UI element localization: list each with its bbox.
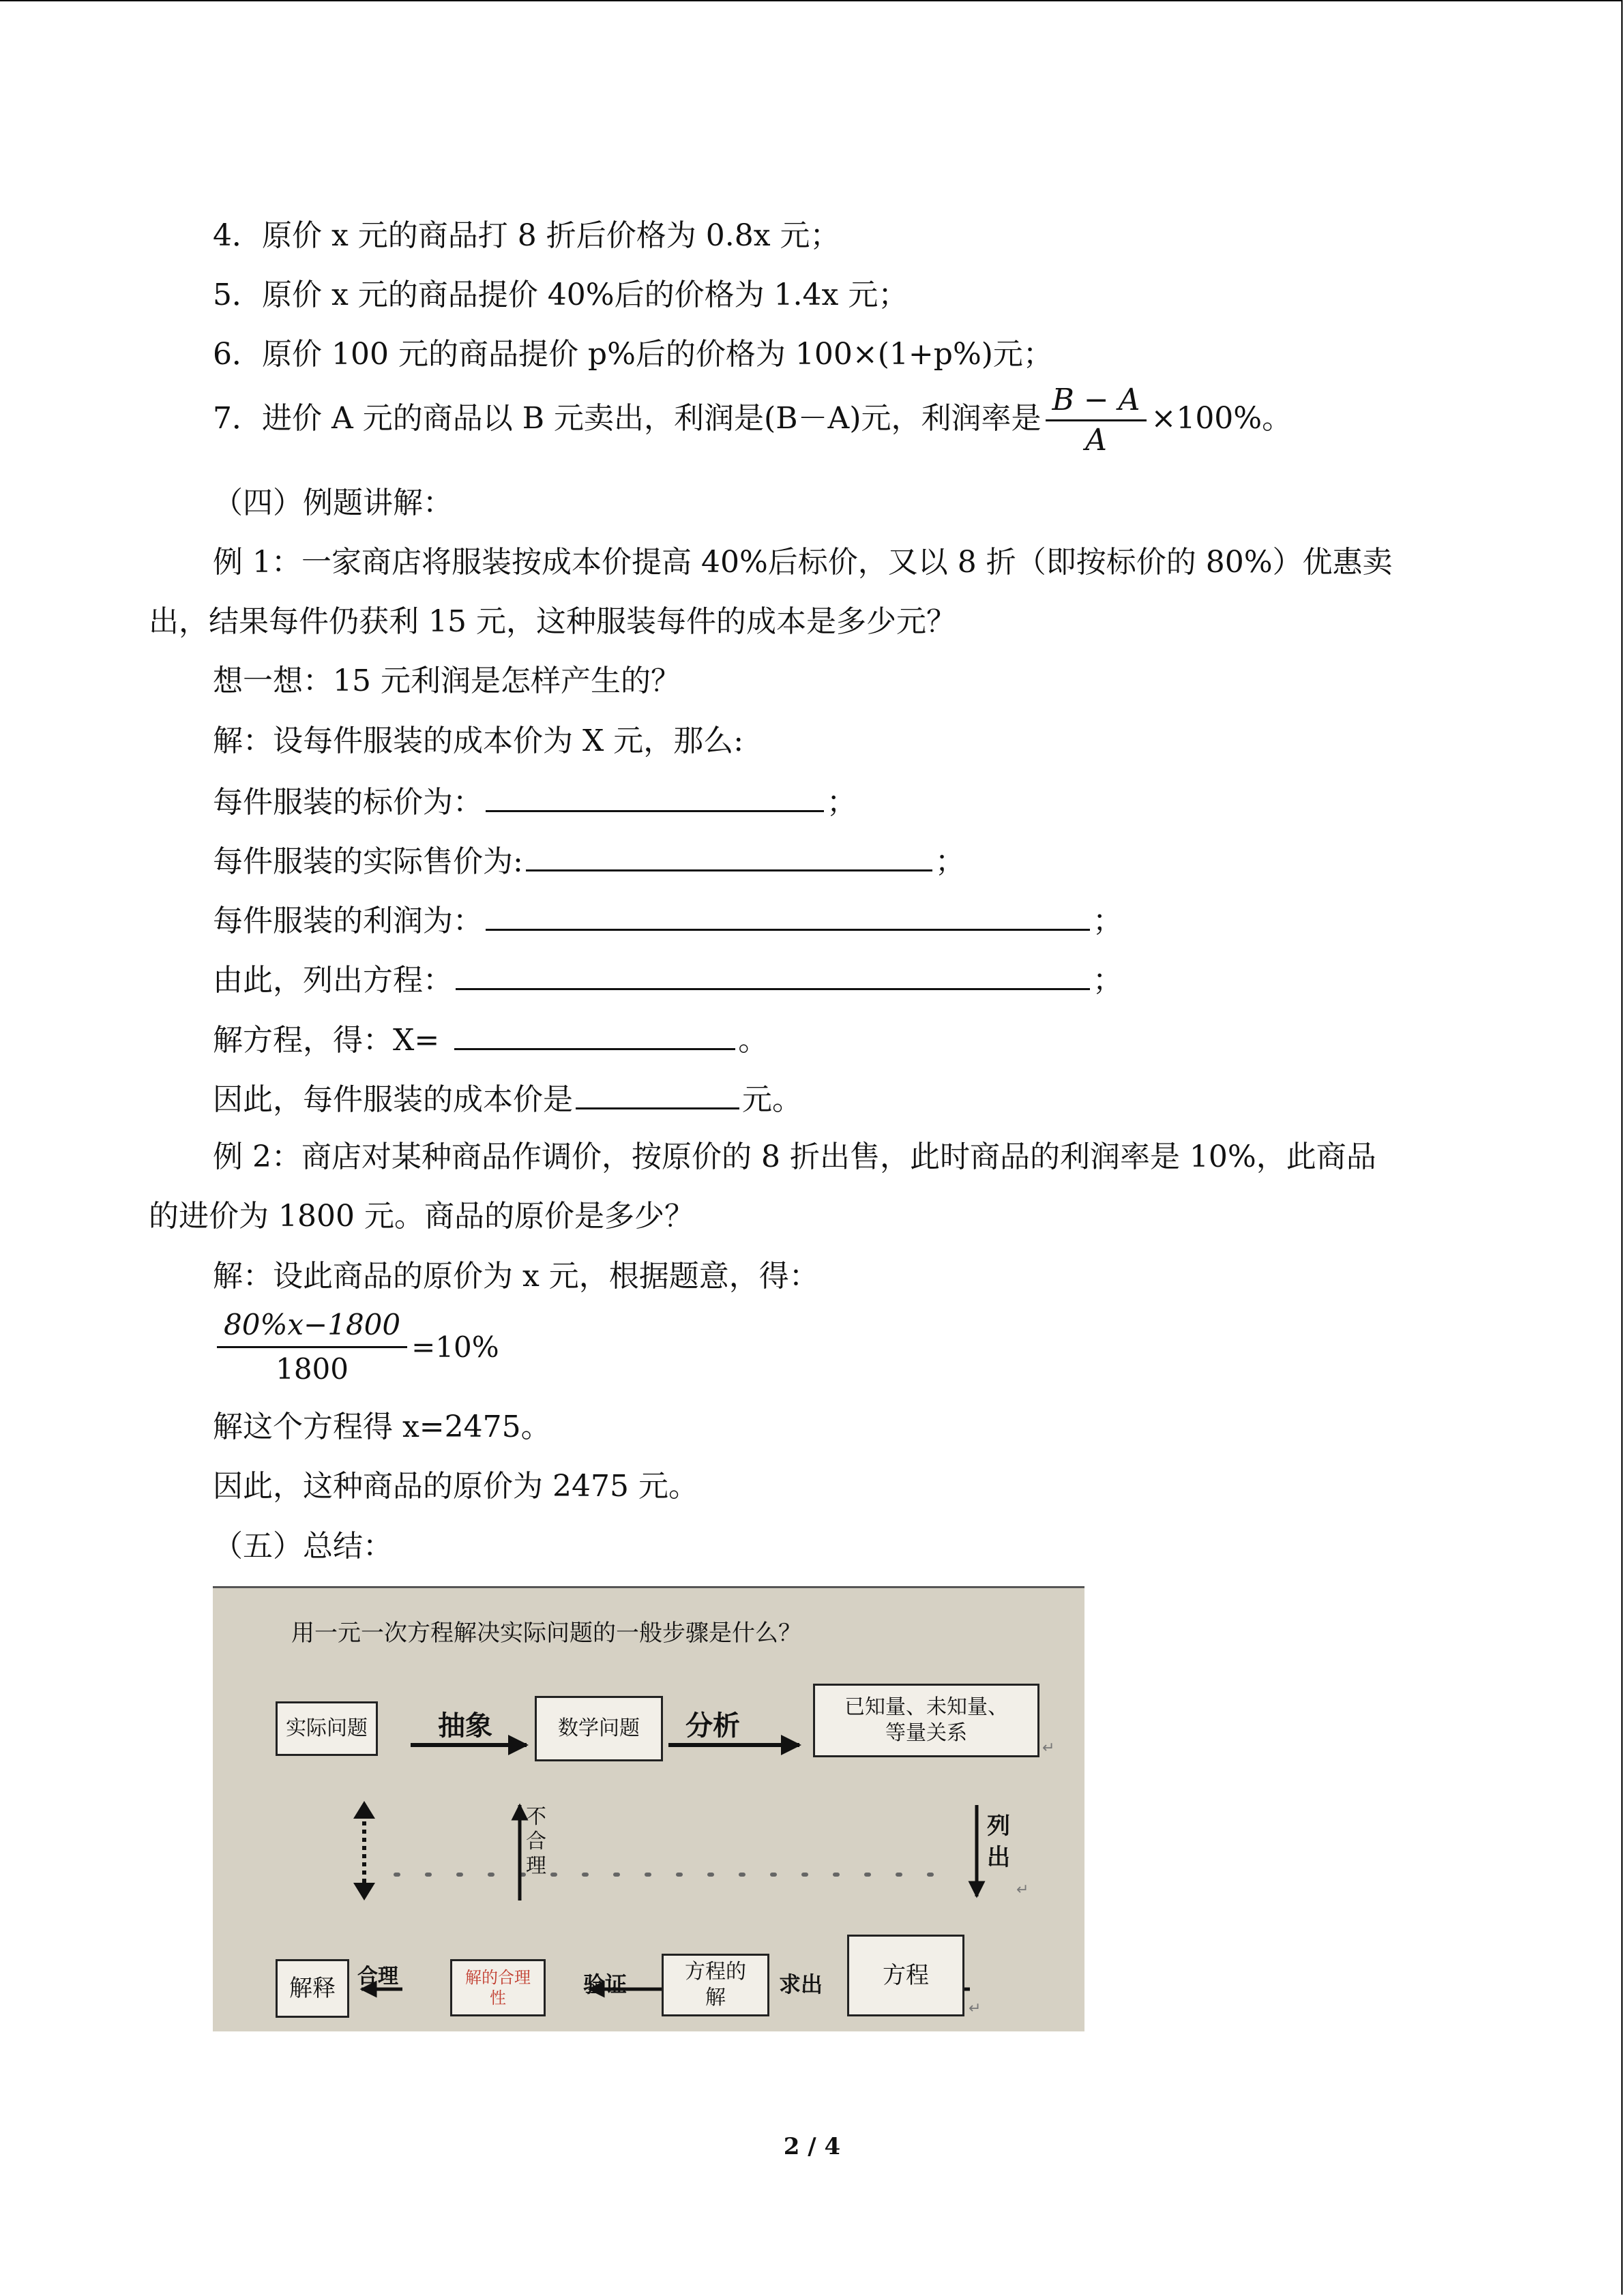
semicolon: ； <box>934 844 965 879</box>
dotted-arrow-down-head <box>353 1883 375 1900</box>
solve-x-label: 解方程，得：X= <box>213 1023 440 1058</box>
profit-label: 每件服装的利润为： <box>213 904 483 938</box>
equation-denominator: 1800 <box>276 1352 349 1386</box>
section-heading-5: （五）总结： <box>213 1529 393 1564</box>
marked-price-label: 每件服装的标价为： <box>213 785 483 820</box>
example1-equation <box>213 958 1123 1001</box>
label-analyze: 分析 <box>685 1710 740 1742</box>
profit-blank <box>486 899 1090 931</box>
item7-tail: ×100%。 <box>1151 401 1293 436</box>
example2-line2: 的进价为 1800 元。商品的原价是多少？ <box>149 1199 694 1234</box>
fraction-numerator: B − A <box>1046 381 1147 421</box>
label-verify: 验证 <box>583 1971 628 1997</box>
flowchart-title: 用一元一次方程解决实际问题的一般步骤是什么？ <box>291 1620 801 1647</box>
box-known-unknown-relation: 已知量、未知量、等量关系 <box>813 1684 1039 1757</box>
box-explain: 解释 <box>276 1959 349 2018</box>
label-list-out: 列出 <box>987 1813 1010 1871</box>
semicolon: ； <box>1093 963 1123 998</box>
example2-answer: 因此，这种商品的原价为 2475 元。 <box>213 1469 698 1504</box>
equation-label: 由此，列出方程： <box>213 963 453 998</box>
return-mark: ↵ <box>969 2000 981 2017</box>
example1-solve-x <box>213 1018 768 1061</box>
example2-line1: 例 2：商店对某种商品作调价，按原价的 8 折出售，此时商品的利润率是 10%，此商品 <box>213 1139 1376 1174</box>
return-mark: ↵ <box>1042 1740 1055 1757</box>
actual-price-label: 每件服装的实际售价为: <box>213 844 523 879</box>
example1-profit <box>213 899 1123 942</box>
equation-fraction <box>217 1304 407 1390</box>
equation-rhs: =10% <box>411 1330 499 1364</box>
example1-marked-price <box>213 780 857 823</box>
list-item-7 <box>213 378 1292 460</box>
list-item-4: 4．原价 x 元的商品打 8 折后价格为 0.8x 元； <box>213 218 840 253</box>
period: 。 <box>738 1023 769 1058</box>
equation-blank <box>456 958 1090 990</box>
semicolon: ； <box>827 785 857 820</box>
actual-price-blank <box>526 839 932 871</box>
summary-flowchart <box>213 1586 1084 2031</box>
profit-rate-fraction <box>1046 381 1147 460</box>
solve-x-blank <box>454 1018 735 1050</box>
conclusion-label: 因此，每件服装的成本价是 <box>213 1082 573 1117</box>
example1-line2: 出，结果每件仍获利 15 元，这种服装每件的成本是多少元？ <box>149 604 956 639</box>
example1-line1: 例 1：一家商店将服装按成本价提高 40%后标价，又以 8 折（即按标价的 80%）优惠卖 <box>213 545 1393 580</box>
fraction-denominator: A <box>1085 423 1107 458</box>
marked-price-blank <box>486 780 824 812</box>
semicolon: ； <box>1093 904 1123 938</box>
label-unreasonable: 不合理 <box>526 1805 546 1878</box>
example1-actual-price <box>213 839 965 882</box>
list-item-6: 6．原价 100 元的商品提价 p%后的价格为 100×(1+p%)元； <box>213 337 1053 372</box>
equation-numerator: 80%x−1800 <box>217 1304 407 1348</box>
return-mark: ↵ <box>1016 1881 1029 1898</box>
label-abstract: 抽象 <box>438 1710 492 1742</box>
example1-think: 想一想：15 元利润是怎样产生的？ <box>213 664 681 698</box>
list-item-5: 5．原价 x 元的商品提价 40%后的价格为 1.4x 元； <box>213 278 909 312</box>
item7-text: 7．进价 A 元的商品以 B 元卖出，利润是(B－A)元，利润率是 <box>213 401 1042 436</box>
label-solve-out: 求出 <box>779 1971 823 1997</box>
box-solution-validity: 解的合理性 <box>450 1959 546 2016</box>
box-real-problem: 实际问题 <box>276 1701 378 1756</box>
page-number: 2 / 4 <box>783 2133 841 2160</box>
dotted-arrow-up-head <box>353 1801 375 1819</box>
example2-equation <box>217 1304 499 1390</box>
example1-conclusion <box>213 1077 802 1120</box>
section-heading-4: （四）例题讲解： <box>213 486 453 520</box>
example2-solve: 解：设此商品的原价为 x 元，根据题意，得： <box>213 1259 819 1294</box>
box-equation: 方程 <box>847 1935 964 2016</box>
example1-solve: 解：设每件服装的成本价为 X 元，那么: <box>213 724 744 758</box>
box-math-problem: 数学问题 <box>535 1696 663 1761</box>
label-reasonable: 合理 <box>357 1965 398 1988</box>
box-equation-solution: 方程的解 <box>662 1954 769 2016</box>
example2-result: 解这个方程得 x=2475。 <box>213 1410 551 1444</box>
conclusion-blank <box>576 1077 739 1109</box>
conclusion-unit: 元。 <box>742 1082 802 1117</box>
